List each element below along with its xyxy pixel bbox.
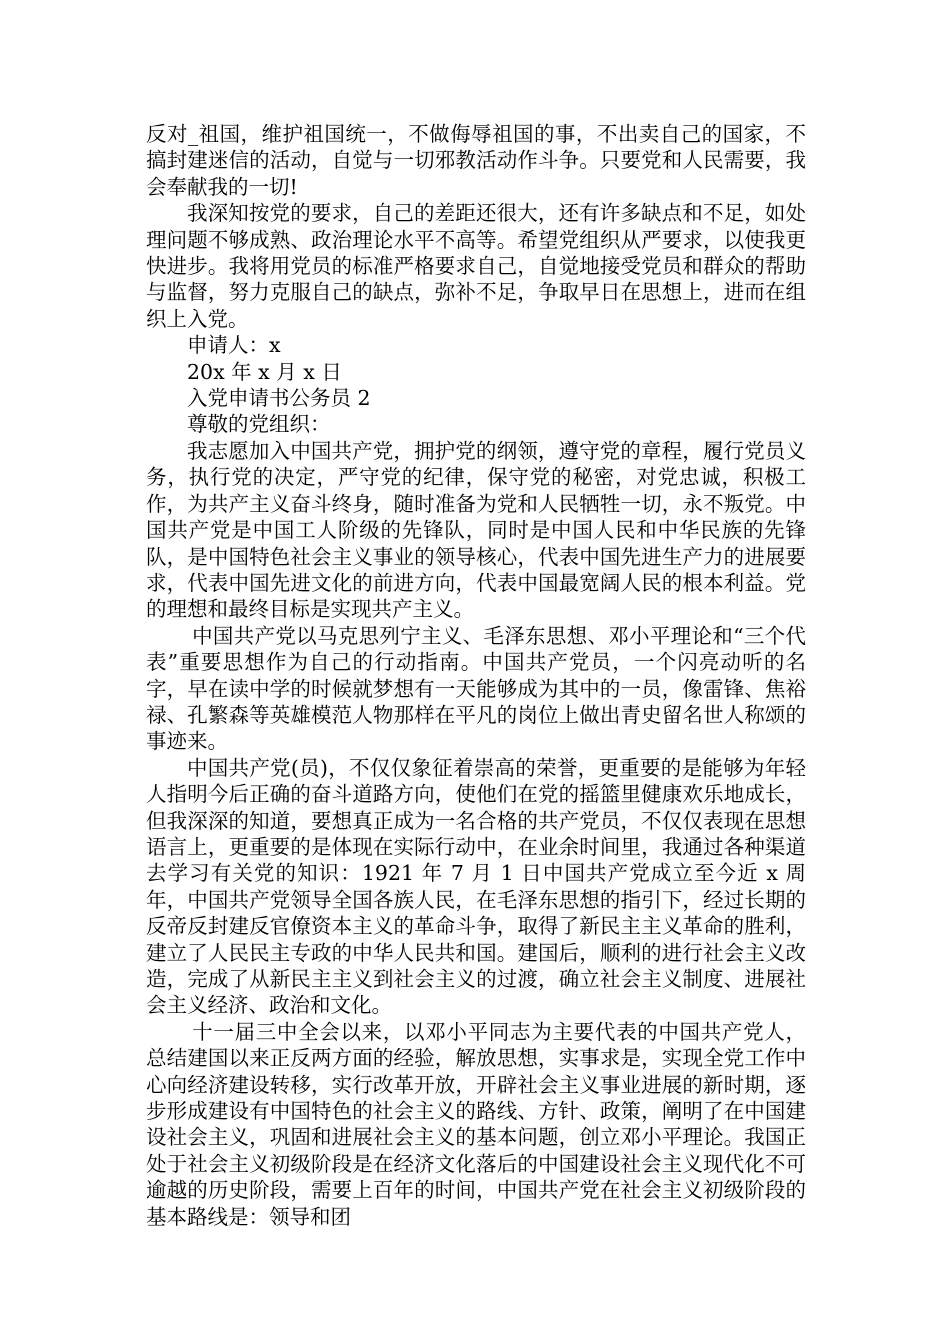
signature-date: 20x 年 x 月 x 日 — [187, 359, 342, 384]
paragraph-self-assessment: 我深知按党的要求，自己的差距还很大，还有许多缺点和不足，如处理问题不够成熟、政治理论水平不高等。希望党组织从严要求，以使我更快进步。我将用党员的标准严格要求自己，自觉地接受党员和群众的帮助与监督，努力克服自己的缺点，弥补不足，争取早日在思想上，进而在组织上入党。 — [146, 201, 806, 331]
document-page — [146, 121, 806, 1230]
section-heading: 入党申请书公务员 2 — [187, 386, 371, 411]
paragraph-continuation: 反对_祖国，维护祖国统一，不做侮辱祖国的事，不出卖自己的国家，不搞封建迷信的活动，自觉与一切邪教活动作斗争。只要党和人民需要，我会奉献我的一切! — [146, 122, 806, 199]
paragraph-reform-era: 十一届三中全会以来，以邓小平同志为主要代表的中国共产党人，总结建国以来正反两方面的经验，解放思想，实事求是，实现全党工作中心向经济建设转移，实行改革开放，开辟社会主义事业进展的新时期，逐步形成建设有中国特色的社会主义的路线、方针、政策，阐明了在中国建设社会主义，巩固和进展社会主义的基本问题，创立邓小平理论。我国正处于社会主义初级阶段是在经济文化落后的中国建设社会主义现代化不可逾越的历史阶段，需要上百年的时间，中国共产党在社会主义初级阶段的基本路线是：领导和团 — [146, 1019, 806, 1229]
paragraph-guiding-ideology: 中国共产党以马克思列宁主义、毛泽东思想、邓小平理论和“三个代表”重要思想作为自己的行动指南。中国共产党员，一个闪亮动听的名字，早在读中学的时候就梦想有一天能够成为其中的一员，像雷锋、焦裕禄、孔繁森等英雄模范人物那样在平凡的岗位上做出青史留名世人称颂的事迹来。 — [146, 623, 806, 754]
salutation: 尊敬的党组织： — [187, 412, 331, 437]
paragraph-party-history: 中国共产党(员)，不仅仅象征着崇高的荣誉，更重要的是能够为年轻人指明今后正确的奋斗道路方向，使他们在党的摇篮里健康欢乐地成长，但我深深的知道，要想真正成为一名合格的共产党员，不仅仅表现在思想语言上，更重要的是体现在实际行动中，在业余时间里，我通过各种渠道去学习有关党的知识：1921 年 7 月 1 日中国共产党成立至今近 x 周年，中国共产党领导全国各族人民，在毛泽东思想的指引下，经过长期的反帝反封建反官僚资本主义的革命斗争，取得了新民主主义革命的胜利，建立了人民民主专政的中华人民共和国。建国后，顺利的进行社会主义改造，完成了从新民主主义到社会主义的过渡，确立社会主义制度、进展社会主义经济、政治和文化。 — [146, 755, 806, 1018]
paragraph-pledge: 我志愿加入中国共产党，拥护党的纲领，遵守党的章程，履行党员义务，执行党的决定，严守党的纪律，保守党的秘密，对党忠诚，积极工作，为共产主义奋斗终身，随时准备为党和人民牺牲一切，永不叛党。中国共产党是中国工人阶级的先锋队，同时是中国人民和中华民族的先锋队，是中国特色社会主义事业的领导核心，代表中国先进生产力的进展要求，代表中国先进文化的前进方向，代表中国最宽阔人民的根本利益。党的理想和最终目标是实现共产主义。 — [146, 438, 806, 622]
applicant-signature: 申请人：x — [187, 333, 281, 358]
